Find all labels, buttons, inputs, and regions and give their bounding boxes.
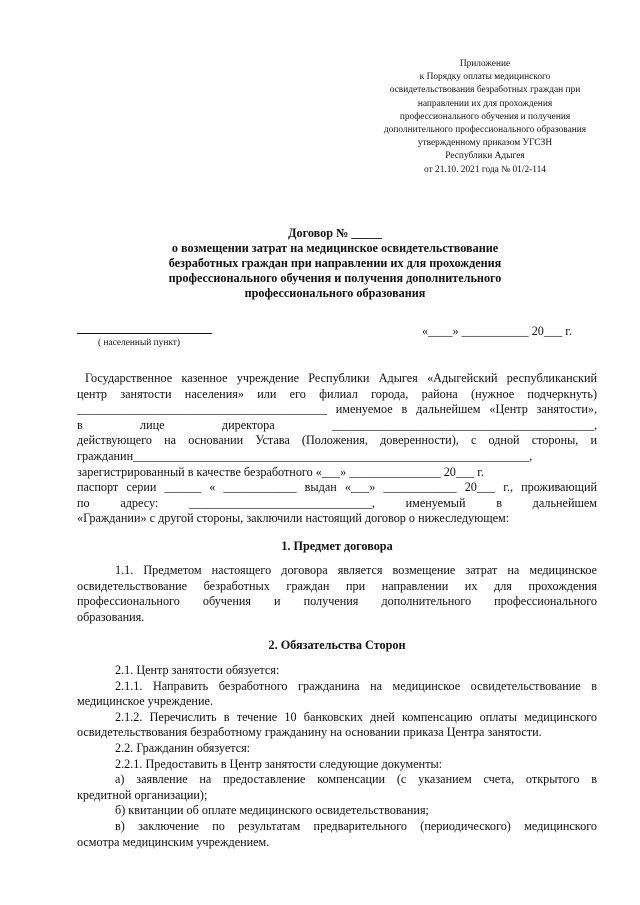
- appendix-line: Приложение: [459, 59, 511, 69]
- appendix-note: [370, 58, 600, 177]
- section-2-line: медицинское учреждение.: [77, 694, 213, 709]
- section-1-line: профессионального обучения и получения дополнительного профессионального: [77, 594, 597, 609]
- title-line: профессионального обучения и получения дополнительного: [168, 271, 502, 285]
- preamble-line: _________________________________________ именуемое в дальнейшем «Центр занятости»,: [77, 402, 597, 417]
- section-1-heading: 1. Предмет договора: [281, 539, 393, 553]
- place-blank-line: [77, 333, 212, 334]
- preamble-line: по адресу: ______________________________, именуемый в дальнейшем: [77, 495, 597, 510]
- appendix-line: утвержденному приказом УГСЗН: [417, 138, 553, 149]
- section-2-line: 2.1.1. Направить безработного гражданина на медицинское освидетельствование в: [115, 678, 597, 693]
- contract-number-title: [90, 226, 580, 241]
- place-caption: ( населенный пункт): [98, 338, 180, 348]
- preamble-line: центр занятости населения» или его филиал города, района (нужное подчеркнуть): [77, 386, 597, 401]
- contract-date-line: «____» ___________ 20___ г.: [422, 324, 572, 338]
- contract-title: [90, 241, 580, 301]
- section-2-line: 2.2. Гражданин обязуется:: [115, 740, 251, 755]
- appendix-line: Республики Адыгея: [445, 151, 525, 162]
- preamble-line: паспорт серии ______ « ____________ выдан «___» ____________ 20___ г., проживающий: [77, 480, 597, 495]
- section-2-line: б) квитанции об оплате медицинского освидетельствования;: [115, 803, 429, 818]
- appendix-line: профессионального обучения и получения: [399, 111, 571, 122]
- appendix-line: направлении их для прохождения: [417, 98, 553, 109]
- preamble-line: Государственное казенное учреждение Республики Адыгея «Адыгейский республиканский: [85, 371, 597, 385]
- section-1-line: освидетельствование безработных граждан при направлении их для прохождения: [77, 578, 597, 593]
- title-line: Договор № _____: [288, 226, 382, 240]
- preamble-line: «Граждании» с другой стороны, заключили настоящий договор о нижеследующем:: [77, 511, 510, 526]
- appendix-line: от 21.10. 2021 года № 01/2-114: [424, 164, 546, 175]
- title-line: безработных граждан при направлении их для прохождения: [168, 256, 502, 270]
- section-1-line: 1.1. Предметом настоящего договора является возмещение затрат на медицинское: [115, 563, 597, 577]
- section-1-body: [77, 563, 597, 625]
- section-2-line: кредитной организации);: [77, 787, 208, 802]
- preamble: [77, 371, 597, 527]
- appendix-line: освидетельствования безработных граждан при: [389, 85, 581, 96]
- preamble-line: зарегистрированный в качестве безработного «___» _______________ 20___ г.: [77, 464, 484, 479]
- section-2-line: 2.1. Центр занятости обязуется:: [115, 663, 280, 677]
- section-2-line: освидетельствования безработному гражданину на основании приказа Центра занятости.: [77, 725, 542, 740]
- section-2-line: 2.1.2. Перечислить в течение 10 банковских дней компенсацию оплаты медицинского: [115, 709, 597, 724]
- preamble-line: в лице директора ___________________________________________,: [77, 417, 597, 432]
- section-2-heading: 2. Обязательства Сторон: [268, 638, 406, 652]
- section-2-line: 2.2.1. Предоставить в Центр занятости следующие документы:: [115, 756, 443, 771]
- title-line: профессионального образования: [244, 286, 426, 300]
- section-2-line: в) заключение по результатам предварительного (периодического) медицинского: [115, 818, 597, 833]
- section-2-body: [77, 663, 597, 850]
- appendix-line: дополнительного профессионального образования: [383, 125, 587, 136]
- title-line: о возмещении затрат на медицинское освидетельствование: [171, 241, 499, 255]
- appendix-line: к Порядку оплаты медицинского: [419, 72, 551, 83]
- section-2-line: а) заявление на предоставление компенсации (с указанием счета, открытого в: [115, 772, 597, 787]
- preamble-line: гражданин_________________________________________________________________,: [77, 448, 533, 463]
- section-1-line: образования.: [77, 609, 145, 624]
- preamble-line: действующего на основании Устава (Положения, доверенности), с одной стороны, и: [77, 433, 597, 448]
- section-2-line: осмотра медицинским учреждением.: [77, 834, 270, 849]
